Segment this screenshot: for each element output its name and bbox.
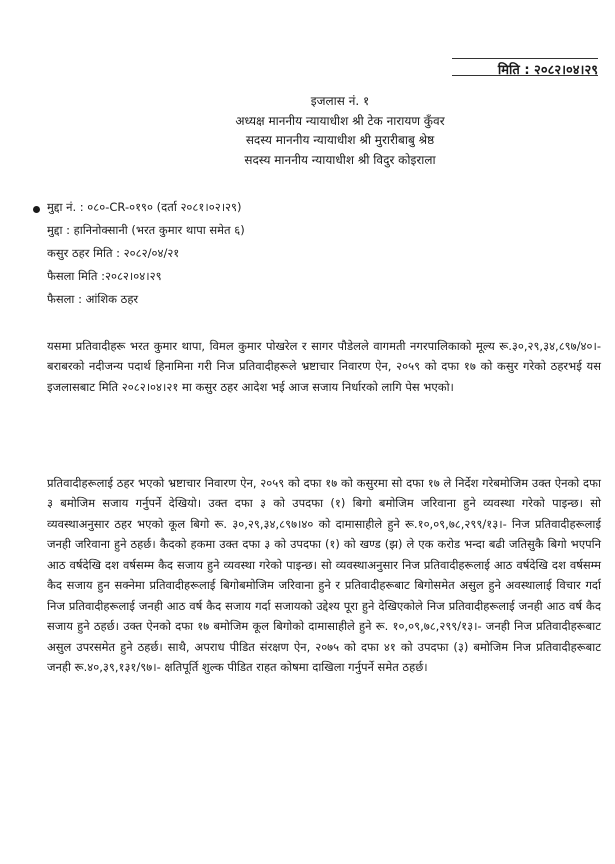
bench-block: [180, 92, 500, 170]
case-number: मुद्दा नं. : ०८०-CR-०१९० (दर्ता २०८१।०२।२९): [47, 200, 242, 214]
date-underline: [452, 75, 598, 76]
paragraph-sentence: प्रतिवादीहरूलाई ठहर भएको भ्रष्टाचार निवारण ऐन, २०५९ को दफा १७ को कसुरमा सो दफा १७ ले निर्देश गरेबमोजिम उक्त ऐनको दफा ३ बमोजिम सजाय गर्नुपर्ने देखियो। उक्त दफा ३ को उपदफा (१) बिगो बमोजिम जरिवाना हुने व्यवस्था गरेको पाइन्छ। सो व्यवस्थाअनुसार ठहर भएको कूल बिगो रू. ३०,२९,३४,८९७।४० को दामासाहीले हुने रू.१०,०९,७८,२९९/१३।- निज प्रतिवादीहरूलाई जनही जरिवाना हुने ठहर्छ। कैदको हकमा उक्त दफा ३ को उपदफा (१) को खण्ड (झ) ले एक करोड भन्दा बढी जतिसुकै बिगो भएपनि आठ वर्षदेखि दश वर्षसम्म कैद सजाय हुने व्यवस्था गरेको पाइन्छ। सो व्यवस्थाअनुसार निज प्रतिवादीहरूलाई आठ वर्षदेखि दश वर्षसम्म कैद सजाय हुन सक्नेमा प्रतिवादीहरूलाई बिगोबमोजिम जरिवाना हुने र प्रतिवादीहरूबाट बिगोसमेत असुल हुने अवस्थालाई विचार गर्दा निज प्रतिवादीहरूलाई जनही आठ वर्ष कैद सजाय गर्दा सजायको उद्देश्य पूरा हुने देखिएकोले निज प्रतिवादीहरूलाई जनही आठ वर्ष कैद सजाय हुने ठहर्छ। उक्त ऐनको दफा १७ बमोजिम कूल बिगोको दामासाहीले हुने रू. १०,०९,७८,२९९/१३।- जनही निज प्रतिवादीहरूबाट असुल उपरसमेत हुने ठहर्छ। साथै, अपराध पीडित संरक्षण ऐन, २०७५ को दफा ४१ को उपदफा (३) बमोजिम निज प्रतिवादीहरूबाट जनही रू.४०,३९,१३१/९७।- क्षतिपूर्ति शुल्क पीडित राहत कोषमा दाखिला गर्नुपर्ने समेत ठहर्छ।: [47, 475, 601, 674]
presiding-judge: अध्यक्ष माननीय न्यायाधीश श्री टेक नारायण कुँवर: [235, 113, 445, 128]
bench-number: इजलास नं. १: [310, 94, 370, 108]
case-title: मुद्दा : हानिनोक्सानी (भरत कुमार थापा समेत ६): [47, 223, 245, 237]
decision-outcome: फैसला : आंशिक ठहर: [47, 292, 139, 306]
member-judge-2: सदस्य माननीय न्यायाधीश श्री विदुर कोइराला: [244, 152, 436, 167]
bullet-icon: [33, 206, 40, 213]
guilty-verdict-date: कसुर ठहर मिति : २०८२/०४/२१: [47, 246, 180, 260]
member-judge-1: सदस्य माननीय न्यायाधीश श्री मुरारीबाबु श्रेष्ठ: [245, 133, 435, 147]
decision-date: फैसला मिति :२०८२।०४।२९: [47, 269, 162, 283]
decision-date-header: मिति : २०८२।०४।२९: [452, 58, 598, 78]
paragraph-background: यसमा प्रतिवादीहरू भरत कुमार थापा, विमल कुमार पोखरेल र सागर पौडेलले वागमती नगरपालिकाको मूल्य रू.३०,२९,३४,८९७/४०।- बराबरको नदीजन्य पदार्थ हिनामिना गरी निज प्रतिवादीहरूले भ्रष्टाचार निवारण ऐन, २०५९ को दफा १७ को कसुर गरेको ठहरभई यस इजलासबाट मिति २०८२।०४।२१ मा कसुर ठहर आदेश भई आज सजाय निर्धारको लागि पेस भएको।: [47, 338, 601, 394]
case-details: [47, 196, 245, 311]
